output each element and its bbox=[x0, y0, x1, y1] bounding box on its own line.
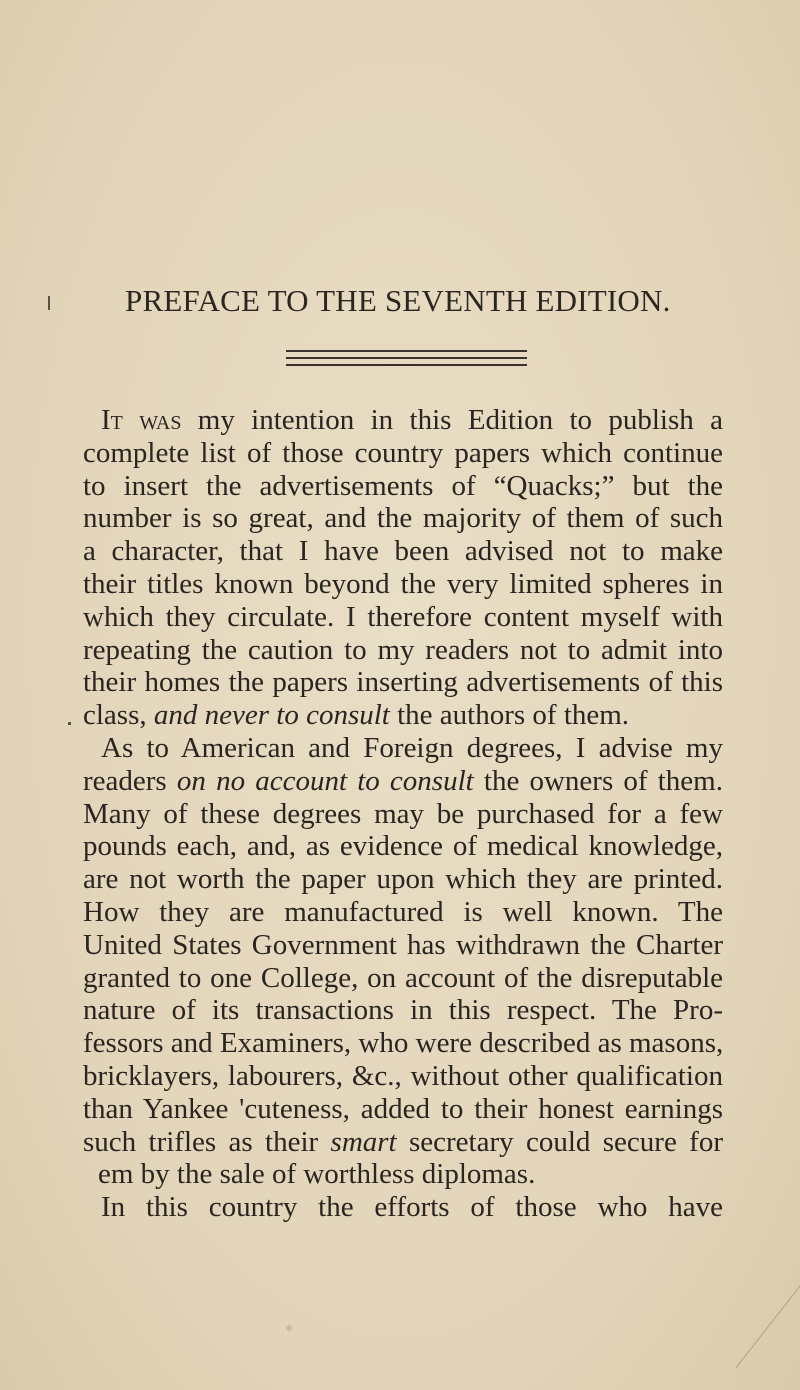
margin-dot bbox=[68, 722, 71, 725]
text-line-10 bbox=[83, 699, 723, 732]
page-crease bbox=[735, 1281, 800, 1368]
text-line-24: em by the sale of worthless diplomas. bbox=[98, 1158, 536, 1191]
text-line-12-end: the owners of them. bbox=[473, 764, 723, 797]
decorative-rule-top bbox=[286, 350, 527, 352]
margin-mark bbox=[48, 296, 50, 310]
text-line-20: fessors and Examiners, who were described as masons, bbox=[83, 1027, 724, 1060]
text-line-23-start: such trifles as their bbox=[83, 1125, 331, 1158]
text-line-15: are not worth the paper upon which they are printed. bbox=[83, 863, 723, 896]
text-line-6: their titles known beyond the very limited spheres in bbox=[83, 567, 723, 600]
text-line-3: to insert the advertisements of “Quacks;” but the bbox=[83, 469, 723, 502]
text-line-10-end: the authors of them. bbox=[389, 699, 630, 732]
decorative-rule-bottom bbox=[286, 364, 527, 366]
text-line-23 bbox=[83, 1126, 723, 1159]
page-title: PREFACE TO THE SEVENTH EDITION. bbox=[125, 283, 671, 318]
text-line-7: which they circulate. I therefore content myself with bbox=[83, 600, 723, 633]
emphasis-never-consult: and never to consult bbox=[153, 699, 390, 732]
text-line-13: Many of these degrees may be purchased for a few bbox=[83, 797, 723, 830]
text-line-9: their homes the papers inserting advertisements of this bbox=[83, 666, 723, 699]
decorative-rule-middle bbox=[286, 357, 527, 359]
text-line-14: pounds each, and, as evidence of medical knowledge, bbox=[83, 830, 723, 863]
text-line-22: than Yankee 'cuteness, added to their honest earnings bbox=[83, 1092, 723, 1125]
text-line-18: granted to one College, on account of the disreputable bbox=[83, 961, 723, 994]
text-line-1 bbox=[83, 404, 723, 437]
text-line-1-rest: my intention in this Edition to publish a bbox=[181, 404, 723, 436]
emphasis-smart: smart bbox=[330, 1125, 397, 1158]
text-line-25: In this country the efforts of those who have bbox=[101, 1191, 723, 1224]
body-text bbox=[83, 404, 723, 1224]
text-line-2: complete list of those country papers which continue bbox=[83, 436, 723, 469]
text-line-21: bricklayers, labourers, &c., without other qualification bbox=[83, 1059, 723, 1092]
page-smudge bbox=[286, 1325, 292, 1331]
opening-words: It was bbox=[101, 404, 182, 436]
text-line-4: number is so great, and the majority of them of such bbox=[83, 502, 723, 535]
text-line-16: How they are manufactured is well known. The bbox=[83, 895, 723, 928]
text-line-12-start: readers bbox=[83, 764, 177, 797]
text-line-17: United States Government has withdrawn the Charter bbox=[83, 928, 723, 961]
text-line-12 bbox=[83, 765, 723, 798]
text-line-10-start: class, bbox=[83, 699, 154, 732]
text-line-8: repeating the caution to my readers not to admit into bbox=[83, 633, 723, 666]
text-line-11: As to American and Foreign degrees, I advise my bbox=[101, 731, 723, 764]
text-line-5: a character, that I have been advised not to make bbox=[83, 535, 723, 568]
emphasis-no-account: on no account to consult bbox=[176, 764, 474, 797]
text-line-23-end: secretary could secure for bbox=[396, 1125, 723, 1158]
text-line-19: nature of its transactions in this respect. The Pro- bbox=[83, 994, 723, 1027]
